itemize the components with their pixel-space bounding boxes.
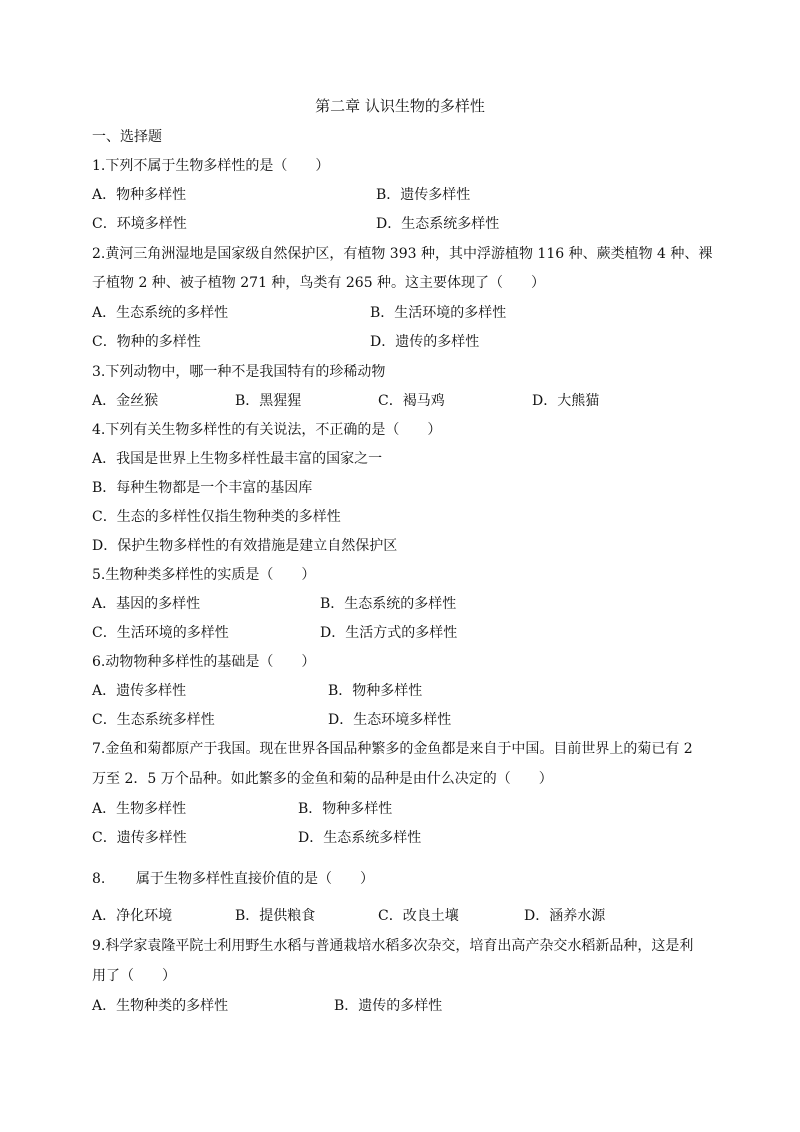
question-1-stem: 1.下列不属于生物多样性的是（ ）: [92, 158, 330, 174]
question-8-stem: 属于生物多样性直接价值的是（ ）: [136, 871, 374, 887]
question-1-option-d: D．生态系统多样性: [376, 216, 500, 232]
question-4-option-c: C．生态的多样性仅指生物种类的多样性: [92, 509, 341, 525]
question-1-option-b: B．遗传多样性: [376, 187, 471, 203]
question-8-option-c: C．改良土壤: [378, 908, 459, 924]
question-5-stem: 5.生物种类多样性的实质是（ ）: [92, 567, 316, 583]
question-3-stem: 3.下列动物中，哪一种不是我国特有的珍稀动物: [92, 364, 386, 380]
question-6-option-d: D．生态环境多样性: [328, 712, 452, 728]
page-title: 第二章 认识生物的多样性: [315, 97, 485, 115]
question-7-option-c: C．遗传多样性: [92, 830, 187, 846]
question-6-option-c: C．生态系统多样性: [92, 712, 215, 728]
question-7-option-b: B．物种多样性: [298, 801, 393, 817]
question-5-option-c: C．生活环境的多样性: [92, 625, 229, 641]
question-4-stem: 4.下列有关生物多样性的有关说法，不正确的是（ ）: [92, 422, 442, 438]
question-2-stem-line2: 子植物 2 种、被子植物 271 种，鸟类有 265 种。这主要体现了（ ）: [92, 275, 546, 291]
question-5-option-a: A．基因的多样性: [92, 596, 201, 612]
question-7-stem-line1: 7.金鱼和菊都原产于我国。现在世界各国品种繁多的金鱼都是来自于中国。目前世界上的菊已有 2: [92, 741, 693, 757]
question-9-stem-line2: 用了（ ）: [92, 968, 176, 984]
question-3-option-c: C．褐马鸡: [378, 393, 445, 409]
question-8-number: 8.: [92, 871, 106, 887]
question-5-option-d: D．生活方式的多样性: [320, 625, 458, 641]
question-3-option-a: A．金丝猴: [92, 393, 159, 409]
question-4-option-d: D．保护生物多样性的有效措施是建立自然保护区: [92, 538, 398, 554]
question-3-option-b: B．黑猩猩: [235, 393, 302, 409]
question-3-option-d: D．大熊猫: [532, 393, 600, 409]
question-6-option-b: B．物种多样性: [328, 683, 423, 699]
question-2-option-a: A．生态系统的多样性: [92, 305, 229, 321]
question-1-option-a: A．物种多样性: [92, 187, 187, 203]
section-heading: 一、选择题: [92, 129, 162, 145]
question-2-option-c: C．物种的多样性: [92, 334, 201, 350]
question-9-option-b: B．遗传的多样性: [334, 998, 443, 1014]
question-5-option-b: B．生态系统的多样性: [320, 596, 457, 612]
question-4-option-b: B．每种生物都是一个丰富的基因库: [92, 480, 313, 496]
question-8-option-d: D．涵养水源: [524, 908, 606, 924]
question-8-option-b: B．提供粮食: [235, 908, 316, 924]
question-6-stem: 6.动物物种多样性的基础是（ ）: [92, 654, 316, 670]
question-7-option-d: D．生态系统多样性: [298, 830, 422, 846]
question-4-option-a: A．我国是世界上生物多样性最丰富的国家之一: [92, 451, 383, 467]
question-6-option-a: A．遗传多样性: [92, 683, 187, 699]
question-2-option-b: B．生活环境的多样性: [370, 305, 507, 321]
question-7-option-a: A．生物多样性: [92, 801, 187, 817]
question-2-option-d: D．遗传的多样性: [370, 334, 480, 350]
question-7-stem-line2: 万至 2．5 万个品种。如此繁多的金鱼和菊的品种是由什么决定的（ ）: [92, 771, 553, 787]
question-9-stem-line1: 9.科学家袁隆平院士利用野生水稻与普通栽培水稻多次杂交，培育出高产杂交水稻新品种，这是利: [92, 938, 694, 954]
question-2-stem-line1: 2.黄河三角洲湿地是国家级自然保护区，有植物 393 种，其中浮游植物 116 种、蕨类植物 4 种、裸: [92, 246, 713, 262]
question-8-option-a: A．净化环境: [92, 908, 173, 924]
question-9-option-a: A．生物种类的多样性: [92, 998, 229, 1014]
question-1-option-c: C．环境多样性: [92, 216, 187, 232]
